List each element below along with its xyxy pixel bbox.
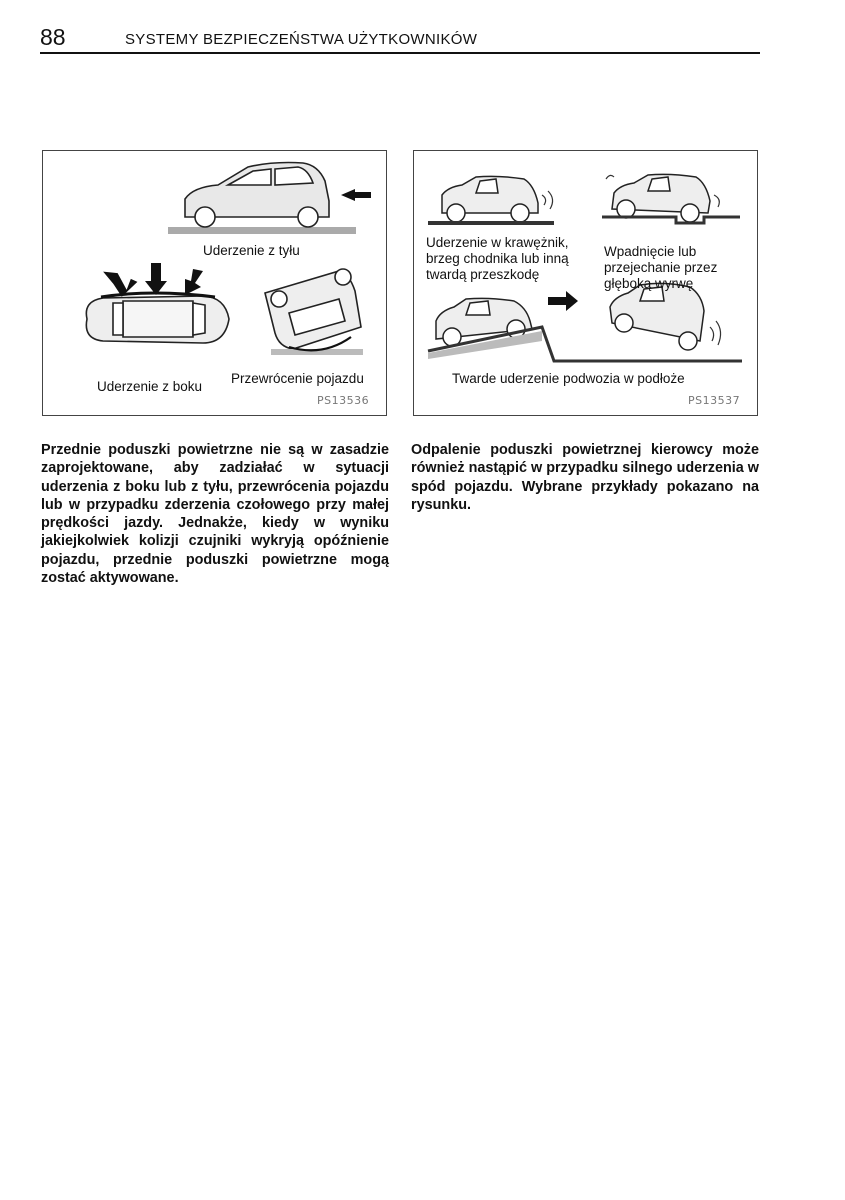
car-hole <box>612 174 710 222</box>
road-curb <box>428 221 554 225</box>
figure-underbody-impacts <box>413 150 758 416</box>
paragraph-driver-airbag: Odpalenie poduszki powietrznej kierowcy może również nastąpić w przypadku silnego uderzenia w spód pojazdu. Wybrane przykłady pokazano na rysunku. <box>411 442 759 513</box>
figure-code: PS13536 <box>317 394 370 407</box>
car-airborne <box>610 283 704 350</box>
figure-collision-types <box>42 150 387 416</box>
page-number: 88 <box>40 24 66 50</box>
car-curb <box>442 176 538 222</box>
caption-rollover: Przewrócenie pojazdu <box>231 371 364 386</box>
caption-side-impact: Uderzenie z boku <box>97 379 203 394</box>
caption-curb-impact: Uderzenie w krawężnik, brzeg chodnika lub inną twardą przeszkodę <box>426 235 569 282</box>
caption-underbody-impact: Twarde uderzenie podwozia w podłoże <box>452 371 685 386</box>
car-top-view-side-impact <box>86 296 229 343</box>
page-header <box>40 24 760 54</box>
ground-strip <box>168 227 356 234</box>
header-rule <box>40 52 760 54</box>
caption-hole: Wpadnięcie lub przejechanie przez głęboką wyrwę <box>604 244 718 291</box>
caption-rear-impact: Uderzenie z tyłu <box>203 243 300 258</box>
figure-code: PS13537 <box>688 394 741 407</box>
car-rollover <box>265 269 361 349</box>
car-side-rear-impact <box>185 163 329 228</box>
road-hole <box>602 217 740 223</box>
section-title: SYSTEMY BEZPIECZEŃSTWA UŻYTKOWNIKÓW <box>125 31 478 48</box>
paragraph-front-airbags: Przednie poduszki powietrzne nie są w zasadzie zaprojektowane, aby zadziałać w sytuacji uderzenia z boku lub z tyłu, przewrócenia pojazdu lub w przypadku zderzenia czołowego przy małej prędkości jazdy. Jednakże, kiedy w wyniku jakiejkolwiek kolizji czujniki wykryją opóźnienie pojazdu, przednie poduszki powietrzne mogą zostać aktywowane. <box>41 442 389 587</box>
rear-impact-arrow <box>341 189 371 201</box>
direction-arrow <box>548 291 578 311</box>
